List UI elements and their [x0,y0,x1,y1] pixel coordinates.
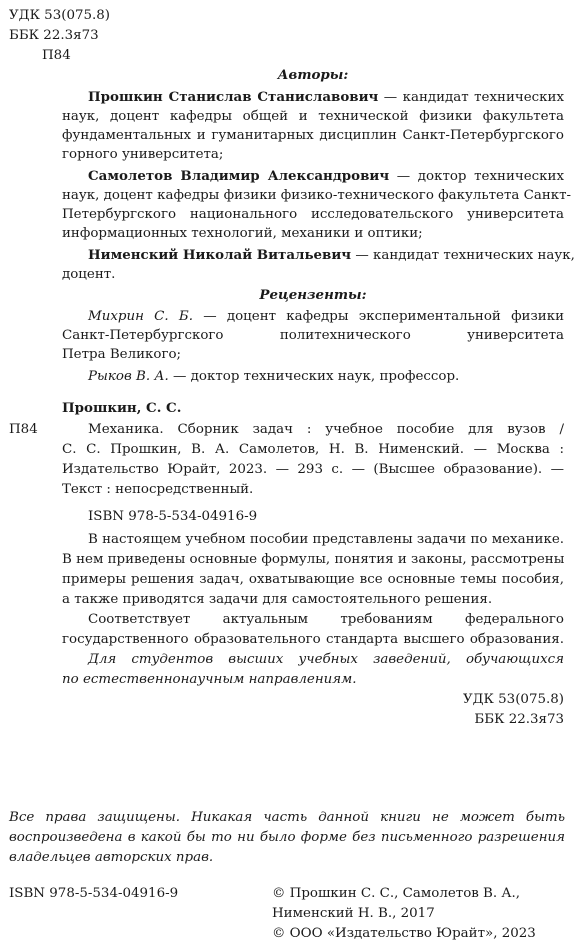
author-2-line-3: Петербургского национального исследовательского университета [62,207,564,222]
rights-line-1: Все права защищены. Никакая часть данной книги не может быть [9,810,565,825]
annotation-bbk: ББК 22.3я73 [474,712,564,727]
annotation-udk: УДК 53(075.8) [462,692,564,707]
authors-title: Авторы: [277,67,349,83]
author-3-line-1: Нименский Николай Витальевич — кандидат технических наук, [88,247,575,263]
biblio-isbn: ISBN 978-5-534-04916-9 [88,509,258,524]
author-3-line-2: доцент. [62,267,116,282]
footer-copyright-1: © Прошкин С. С., Самолетов В. А., [272,886,521,901]
annotation-p1-line-1: В настоящем учебном пособии представлены задачи по механике. [88,532,564,547]
footer-copyright-3: © ООО «Издательство Юрайт», 2023 [272,926,536,941]
author-2-line-1: Самолетов Владимир Александрович — доктор технических [88,168,564,184]
reviewer-1-line-2: Санкт-Петербургского политехнического университета [62,328,564,343]
author-1-line-4: горного университета; [62,147,224,162]
reviewer-2-line-1: Рыков В. А. — доктор технических наук, профессор. [88,369,460,384]
annotation-p2-line-1: Соответствует актуальным требованиям федерального [88,612,564,627]
biblio-author: Прошкин, С. С. [62,400,182,416]
author-1-line-1: Прошкин Станислав Станиславович — кандидат технических [88,89,565,105]
biblio-line-3: Издательство Юрайт, 2023. — 293 с. — (Высшее образование). — [62,462,564,477]
author-1-name: Прошкин Станислав Станиславович [88,89,379,105]
author-2-line-2: наук, доцент кафедры физики физико-технического факультета Санкт- [62,188,572,203]
annotation-p1-line-2: В нем приведены основные формулы, понятия и законы, рассмотрены [62,552,565,567]
biblio-code: П84 [9,422,38,437]
footer-copyright-2: Нименский Н. В., 2017 [272,906,435,921]
reviewer-1-line-3: Петра Великого; [62,347,182,362]
annotation-p3-line-2: по естественнонаучным направлениям. [62,672,357,687]
author-3-name: Нименский Николай Витальевич [88,247,352,263]
author-1-line-3: фундаментальных и гуманитарных дисциплин Санкт-Петербургского [62,128,564,143]
annotation-p3-line-1: Для студентов высших учебных заведений, обучающихся [88,652,564,667]
header-udk: УДК 53(075.8) [9,8,111,23]
annotation-p1-line-4: а также приводятся задачи для самостоятельного решения. [62,592,493,607]
author-1-line-2: наук, доцент кафедры общей и технической физики факультета [62,109,564,124]
reviewers-title: Рецензенты: [259,287,367,303]
rights-line-3: владельцев авторских прав. [9,850,214,865]
author-2-line-4: информационных технологий, механики и оптики; [62,226,423,241]
reviewer-1-name: Михрин С. Б. [88,309,193,324]
header-bbk: ББК 22.3я73 [9,28,99,43]
biblio-line-1: Механика. Сборник задач : учебное пособие для вузов / [88,422,564,437]
rights-line-2: воспроизведена в какой бы то ни было форме без письменного разрешения [9,830,565,845]
biblio-line-2: С. С. Прошкин, В. А. Самолетов, Н. В. Нименский. — Москва : [62,442,564,457]
annotation-p1-line-3: примеры решения задач, охватывающие все основные темы пособия, [62,572,564,587]
footer-isbn: ISBN 978-5-534-04916-9 [9,886,179,901]
header-code: П84 [42,48,71,63]
biblio-line-4: Текст : непосредственный. [62,482,254,497]
annotation-p2-line-2: государственного образовательного стандарта высшего образования. [62,632,564,647]
author-2-name: Самолетов Владимир Александрович [88,168,390,184]
reviewer-2-name: Рыков В. А. [88,369,169,384]
reviewer-1-line-1: Михрин С. Б. — доцент кафедры экспериментальной физики [88,309,564,324]
